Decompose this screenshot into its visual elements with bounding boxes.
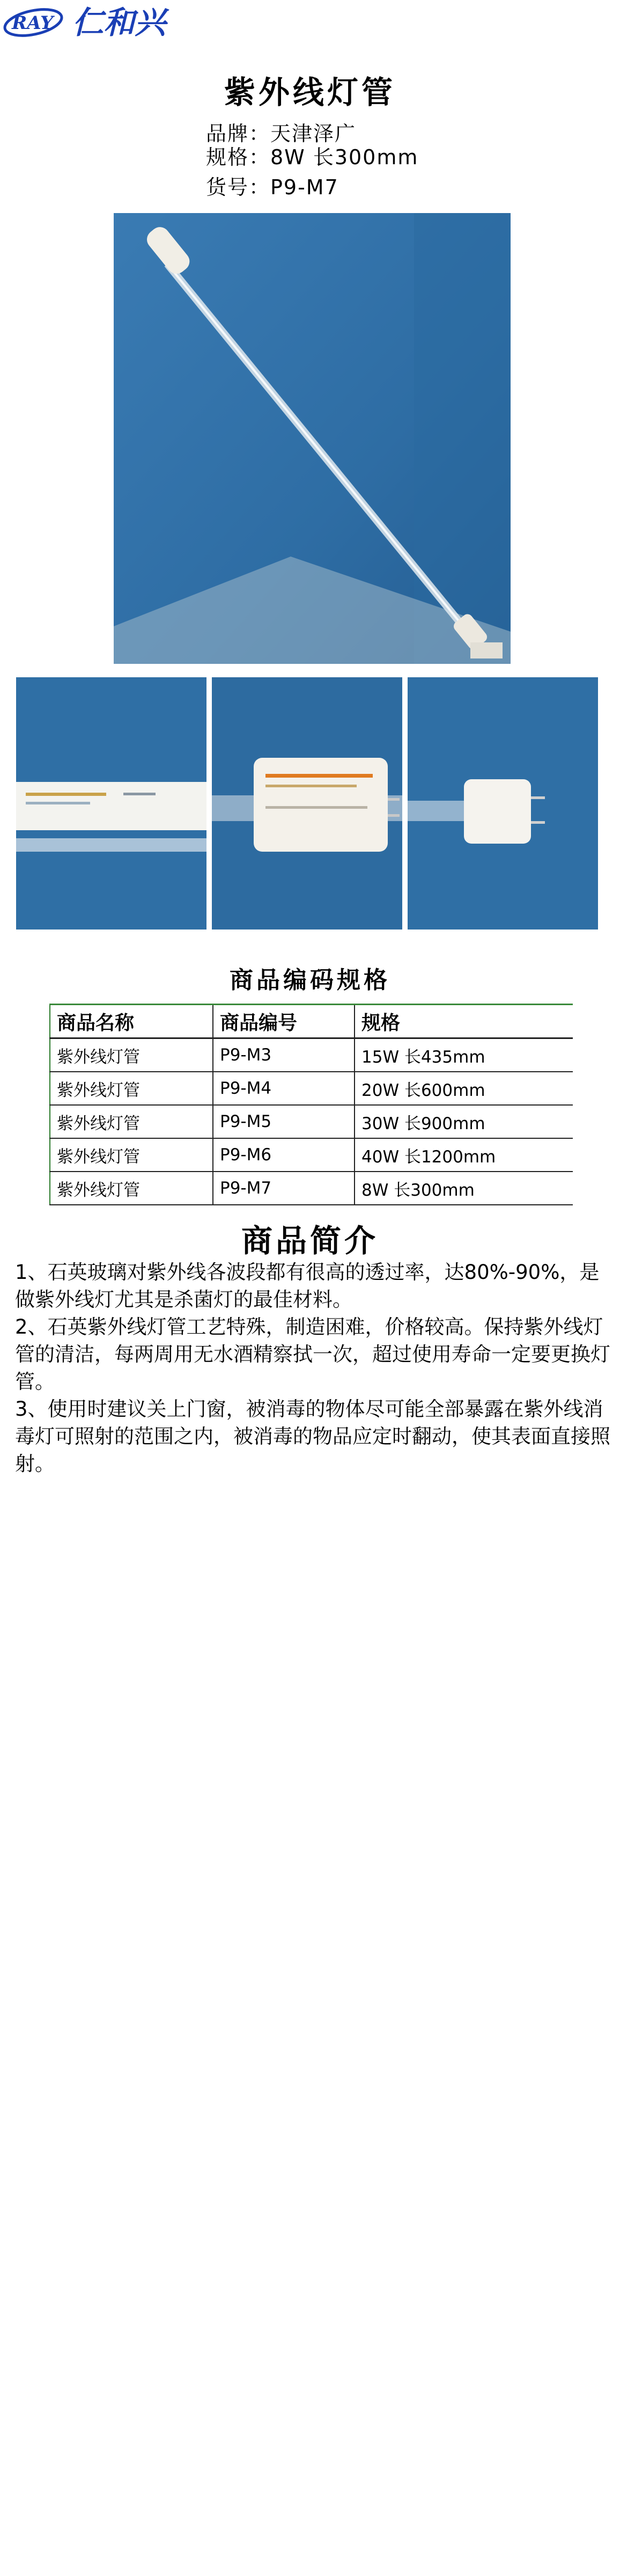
intro-paragraph: 1、石英玻璃对紫外线各波段都有很高的透过率，达80%-90%，是做紫外线灯尤其是杀菌灯的最佳材料。: [15, 1261, 600, 1311]
detail-image-cap-label: [212, 677, 402, 930]
cell-code: P9-M7: [213, 1172, 355, 1205]
detail-image-cap: [408, 677, 598, 930]
cell-name: 紫外线灯管: [50, 1072, 213, 1105]
intro-text: [15, 1258, 610, 1477]
sku-line: 货号：P9-M7: [206, 175, 339, 199]
cell-spec: 20W 长600mm: [355, 1072, 573, 1105]
cell-name: 紫外线灯管: [50, 1172, 213, 1205]
cell-code: P9-M5: [213, 1105, 355, 1138]
detail-image-box: [16, 677, 206, 930]
table-row: [50, 1038, 573, 1072]
codes-table: [49, 1004, 573, 1205]
cell-code: P9-M3: [213, 1038, 355, 1072]
header-spec: 规格: [355, 1005, 573, 1038]
cell-spec: 8W 长300mm: [355, 1172, 573, 1205]
cell-code: P9-M6: [213, 1138, 355, 1172]
main-product-image: [114, 213, 511, 664]
table-row: [50, 1072, 573, 1105]
intro-paragraph: 2、石英紫外线灯管工艺特殊，制造困难，价格较高。保持紫外线灯管的清洁，每两周用无水酒精察拭一次，超过使用寿命一定要更换灯管。: [15, 1315, 610, 1393]
cell-name: 紫外线灯管: [50, 1138, 213, 1172]
product-title: 紫外线灯管: [224, 74, 396, 111]
table-row: [50, 1105, 573, 1138]
table-row: [50, 1172, 573, 1205]
brand-logo: [0, 0, 215, 43]
cell-code: P9-M4: [213, 1072, 355, 1105]
cell-name: 紫外线灯管: [50, 1105, 213, 1138]
cell-spec: 15W 长435mm: [355, 1038, 573, 1072]
cell-name: 紫外线灯管: [50, 1038, 213, 1072]
codes-title: 商品编码规格: [230, 967, 390, 994]
header-name: 商品名称: [50, 1005, 213, 1038]
table-header-row: [50, 1005, 573, 1038]
intro-paragraph: 3、使用时建议关上门窗，被消毒的物体尽可能全部暴露在紫外线消毒灯可照射的范围之内，被消毒的物品应定时翻动，使其表面直接照射。: [15, 1397, 610, 1475]
header-code: 商品编号: [213, 1005, 355, 1038]
intro-title: 商品简介: [241, 1223, 379, 1259]
cell-spec: 30W 长900mm: [355, 1105, 573, 1138]
cell-spec: 40W 长1200mm: [355, 1138, 573, 1172]
brand-line: 品牌：天津泽广: [206, 122, 357, 145]
logo-text: 仁和兴: [72, 4, 166, 41]
spec-line: 规格：8W 长300mm: [206, 145, 419, 169]
logo-mark: RAY: [12, 12, 54, 34]
table-row: [50, 1138, 573, 1172]
